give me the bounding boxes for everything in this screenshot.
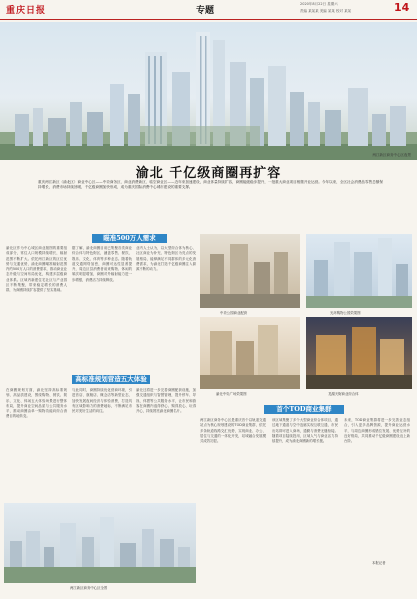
photo-longfor-mall [306, 317, 412, 389]
skyline-illustration [0, 22, 417, 160]
editor-credits: 责编 某某某 美编 某某 校对 某某 [300, 9, 352, 13]
section-heading-planning: 高标准规划营造五大体验 [72, 375, 150, 384]
intro-paragraph: 重庆两江新区（渝北区）商业中心区——中央商务区、商业消费新区、临空商业区——近年来加速建设，商业体量持续扩容，商圈能级稳步提升，一批重大商业项目相继开业运营。今年以来，全区社会消费品零售总额保持增长，消费市场持续回暖，千亿级商圈加快形成，成为重庆国际消费中心城市建设的重要支撑。 [38, 180, 383, 190]
page-number: 14 [394, 1, 410, 14]
photo-central-park [200, 234, 300, 308]
newspaper-logo: 重庆日报 [6, 6, 47, 16]
article-column: 与此同时，商圈持续优化营商环境，引进首店、旗舰店、概念店等新型业态，加快发展夜间经济与体验消费，打造具有区域影响力的消费地标，不断满足市民对美好生活的向往。 [72, 388, 132, 414]
article-column: 据了解，渝北商圈目前已集聚各类商业综合体与特色街区，涵盖零售、餐饮、娱乐、文化、体育等多种业态。随着轨道交通网络加密，商圈可达性显著提升，周边区县消费者前来购物、休闲的频次明显增加，商圈对外辐射能力进一步增强，消费活力持续释放。 [72, 246, 132, 282]
photo-central-plaza [200, 317, 300, 389]
photo-caption: 光环购物公园效果图 [330, 311, 361, 315]
masthead [0, 0, 417, 20]
photo-graphic [306, 234, 412, 308]
section-heading-demand: 瞄准500万人需求 [92, 234, 167, 243]
photo-caption: 中央公园商业配套 [220, 311, 248, 315]
hero-skyline-photo [0, 22, 417, 160]
photo-graphic [200, 234, 300, 308]
photo-caption: 两江新区商务中心区全景 [70, 586, 108, 590]
article-column: 未来，TOD商业集群将进一步完善业态组合，引入更多品牌资源，提升商业运营水平，与周边商圈形成错位发展、优势互补的良好格局，共同推动千亿级商圈建设迈上新台阶。 [344, 418, 410, 444]
photo-bottom-panorama [4, 503, 196, 583]
article-column: 在商圈规划方面，渝北坚持高标准规划、高品质建设，围绕购物、餐饮、娱乐、文化、休闲五大体验场景进行整体布局，提升商业空间品质与公共服务水平，推动商圈由单一购物功能向综合消费目的地转变。 [6, 388, 67, 419]
section-title: 专题 [196, 6, 215, 16]
article-column: 两江新区商务中心区是重庆首个以轨道交通站点为核心规划建设的TOD商业集群，依托多条轨道线路交汇优势，实现商业、办公、居住与交通的一体化开发，站城融合发展模式成效初显。 [200, 418, 266, 444]
article-column: 业内人士认为，以大型综合体为核心、社区商业为补充、特色街区为亮点的发展格局，能够满足不同群体的多元化消费需求，为渝北打造千亿级商圈注入源源不断的动力。 [136, 246, 196, 272]
main-headline: 渝北 千亿级商圈再扩容 [135, 166, 282, 181]
photo-graphic [200, 317, 300, 389]
article-column: 渝北区作为中心城区商业版图的重要组成部分，常住人口规模持续增长，辐射范围不断扩大。依托两江新区的区位优势与交通优势，渝北商圈瞄准辐射范围内约500万人口的消费需求，推动商业业态升级与空间布局优化，构建多层级商业体系。区域内新建住宅社区与产业园区不断集聚，带来稳定增长的消费人群，为商圈持续扩容提供了坚实基础。 [6, 246, 67, 293]
photo-caption: 龙湖天街商业综合体 [328, 392, 359, 396]
byline: 本报记者 [372, 561, 386, 565]
section-heading-tod: 首个TOD商业集群 [264, 405, 344, 414]
hero-caption: 两江新区商务中心区夜景 [372, 153, 411, 157]
photo-graphic [4, 503, 196, 583]
issue-date: 2020年8月22日 星期六 [300, 2, 338, 6]
photo-caption: 渝北中央广场效果图 [216, 392, 247, 396]
photo-mall-rendering [306, 234, 412, 308]
article-column: 渝北还将进一步完善商圈配套设施，加强交通组织与智慧管理，提升停车、导视、休憩等公共服务水平，让市民和游客在商圈内逛得舒心、购得放心、玩得开心，持续擦亮渝北商圈名片。 [136, 388, 196, 414]
photo-graphic [306, 317, 412, 389]
article-column: 该区域集聚了多个大型商业综合体项目，通过地下通道与空中连廊实现互联互通，市民出站即可进入商场，通勤与消费无缝衔接。随着项目陆续投用，区域人气与商业活力持续提升，成为渝北商圈新的增长极。 [272, 418, 338, 444]
